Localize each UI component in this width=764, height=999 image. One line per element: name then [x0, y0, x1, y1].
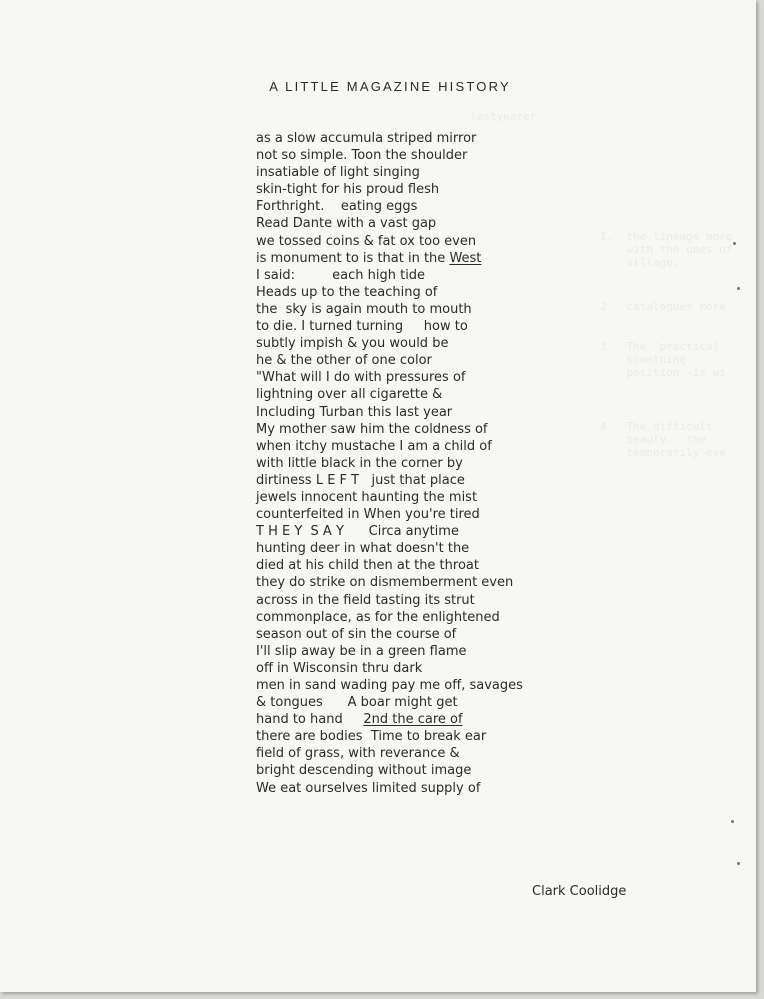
- poem-line: they do strike on dismemberment even: [256, 575, 514, 591]
- poem-line: he & the other of one color: [256, 353, 432, 369]
- poem-line: T H E Y S A Y Circa anytime: [256, 524, 459, 540]
- paper-speck: [737, 287, 740, 290]
- poem-line: Forthright. eating eggs: [256, 199, 418, 215]
- bleed-through-text: 2. catalogues more: [600, 300, 726, 313]
- poem-line: commonplace, as for the enlightened: [256, 609, 500, 625]
- author-signature: Clark Coolidge: [532, 884, 627, 899]
- poem-line: men in sand wading pay me off, savages: [256, 678, 523, 693]
- poem-line: to die. I turned turning how to: [256, 319, 468, 335]
- poem-line: "What will I do with pressures of: [256, 370, 466, 386]
- poem-line: & tongues A boar might get: [256, 695, 458, 711]
- underlined-phrase-care: 2nd the care of: [363, 712, 463, 728]
- poem-line: field of grass, with reverance &: [256, 746, 460, 762]
- paper-speck: [733, 242, 736, 245]
- bleed-through-text: lastyearer: [470, 110, 537, 123]
- poem-line: there are bodies Time to break ear: [256, 729, 487, 745]
- poem-line: dirtiness L E F T just that place: [256, 472, 465, 488]
- poem-line: the sky is again mouth to mouth: [256, 301, 472, 317]
- poem-line-text: hand to hand: [256, 712, 364, 728]
- poem-line: as a slow accumula striped mirror: [256, 131, 477, 146]
- poem-line: season out of sin the course of: [256, 626, 457, 642]
- bleed-through-text: 3. The 'practical something position--is wi: [600, 340, 726, 379]
- poem-line: Read Dante with a vast gap: [256, 216, 437, 232]
- paper-speck: [731, 820, 734, 823]
- poem-body: [256, 130, 523, 797]
- poem-line: we tossed coins & fat ox too even: [256, 233, 477, 249]
- poem-line: off in Wisconsin thru dark: [256, 660, 423, 676]
- poem-title: A LITTLE MAGAZINE HISTORY: [269, 79, 511, 94]
- poem-line: not so simple. Toon the shoulder: [256, 148, 468, 164]
- bleed-through-text: 4. The difficult beauty. the temporarily eve: [600, 420, 726, 459]
- poem-line: I'll slip away be in a green flame: [256, 643, 467, 659]
- bleed-through-text: 1. the lineage more with the ones of village.: [600, 230, 733, 269]
- poem-line: Including Turban this last year: [256, 404, 453, 420]
- poem-line: jewels innocent haunting the mist: [256, 489, 478, 505]
- poem-line: Heads up to the teaching of: [256, 284, 438, 300]
- poem-line: skin-tight for his proud flesh: [256, 182, 440, 198]
- poem-line: counterfeited in When you're tired: [256, 507, 480, 523]
- poem-line: across in the field tasting its strut: [256, 592, 475, 608]
- poem-line: with little black in the corner by: [256, 455, 463, 471]
- poem-line: lightning over all cigarette &: [256, 387, 443, 403]
- poem-line: We eat ourselves limited supply of: [256, 780, 481, 796]
- poem-line: My mother saw him the coldness of: [256, 421, 488, 437]
- poem-line-text: is monument to is that in the: [256, 250, 450, 266]
- underlined-word-west: West: [449, 250, 482, 266]
- poem-line: hunting deer in what doesn't the: [256, 541, 470, 557]
- poem-line: I said: each high tide: [256, 267, 426, 283]
- poem-line: subtly impish & you would be: [256, 336, 449, 352]
- poem-line: [256, 711, 523, 728]
- poem-line: bright descending without image: [256, 763, 472, 779]
- poem-line: insatiable of light singing: [256, 165, 420, 181]
- paper-speck: [737, 862, 740, 865]
- poem-line: when itchy mustache I am a child of: [256, 438, 492, 454]
- poem-line: died at his child then at the throat: [256, 558, 479, 574]
- poem-line: [256, 250, 523, 267]
